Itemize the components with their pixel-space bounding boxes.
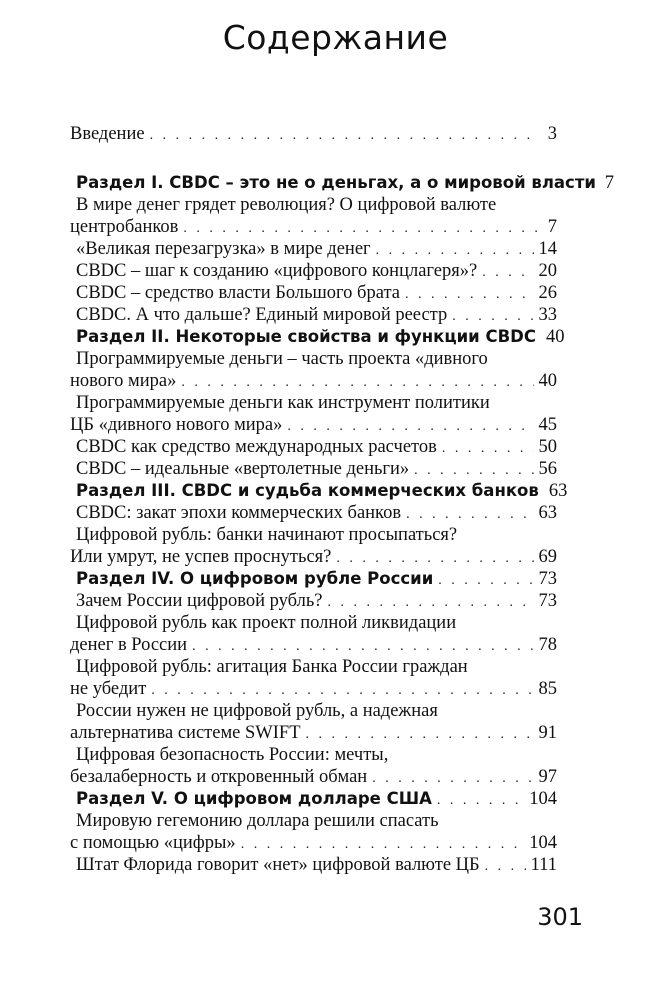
toc-page-number: 73 bbox=[538, 569, 557, 589]
toc-entry-title: альтернатива системе SWIFT bbox=[70, 723, 301, 743]
toc-section-title: Раздел II. Некоторые свойства и функции CBDC bbox=[76, 327, 536, 346]
toc-entry-title: Введение bbox=[70, 124, 145, 144]
toc-page-number: 40 bbox=[545, 327, 565, 347]
toc-page-number: 14 bbox=[538, 239, 557, 259]
toc-page-number: 50 bbox=[538, 437, 557, 457]
dot-leader bbox=[438, 573, 533, 589]
dot-leader bbox=[287, 419, 533, 435]
toc-entry-intro[interactable] bbox=[70, 124, 557, 148]
toc-page-number: 104 bbox=[529, 789, 557, 809]
toc-entry-title: Или умрут, не успев проснуться? bbox=[70, 547, 332, 567]
toc-entry-title: «Великая перезагрузка» в мире денег bbox=[76, 239, 371, 259]
toc-entry-first-line: Программируемые деньги – часть проекта «дивного bbox=[76, 349, 488, 369]
toc-page-number: 63 bbox=[548, 481, 568, 501]
toc-section-3[interactable] bbox=[76, 481, 568, 505]
toc-entry[interactable] bbox=[76, 437, 557, 461]
dot-leader bbox=[482, 265, 533, 281]
toc-entry-title: нового мира» bbox=[70, 371, 177, 391]
page-title: Содержание bbox=[222, 18, 449, 57]
toc-entry[interactable] bbox=[76, 855, 557, 879]
dot-leader bbox=[414, 463, 533, 479]
toc-entry-title: ЦБ «дивного нового мира» bbox=[70, 415, 283, 435]
toc-entry-title: CBDC – шаг к созданию «цифрового концлагеря»? bbox=[76, 261, 478, 281]
dot-leader bbox=[336, 551, 533, 567]
toc-page-number: 78 bbox=[538, 635, 557, 655]
toc-entry-title: CBDC. А что дальше? Единый мировой реестр bbox=[76, 305, 448, 325]
toc-page-number: 73 bbox=[538, 591, 557, 611]
toc-entry[interactable] bbox=[76, 503, 557, 527]
dot-leader bbox=[452, 309, 533, 325]
toc-entry-first-line: В мире денег грядет революция? О цифровой валюте bbox=[76, 195, 497, 215]
toc-section-2[interactable] bbox=[76, 327, 565, 351]
toc-entry-first-line: Цифровой рубль: банки начинают просыпаться? bbox=[76, 525, 458, 545]
toc-page-number: 26 bbox=[538, 283, 557, 303]
toc-section-title: Раздел I. CBDC – это не о деньгах, а о мировой власти bbox=[76, 173, 596, 192]
toc-page-number: 63 bbox=[538, 503, 557, 523]
toc-section-title: Раздел IV. О цифровом рубле России bbox=[76, 569, 434, 588]
toc-entry[interactable] bbox=[70, 415, 557, 439]
toc-entry-title: денег в России bbox=[70, 635, 188, 655]
dot-leader bbox=[328, 595, 534, 611]
dot-leader bbox=[181, 375, 533, 391]
dot-leader bbox=[442, 441, 534, 457]
toc-entry-first-line: Цифровой рубль: агитация Банка России граждан bbox=[76, 657, 468, 677]
toc-section-title: Раздел III. CBDC и судьба коммерческих банков bbox=[76, 481, 539, 500]
toc-page-number: 69 bbox=[538, 547, 557, 567]
toc-entry-first-line: России нужен не цифровой рубль, а надежная bbox=[76, 701, 438, 721]
toc-entry-title: CBDC как средство международных расчетов bbox=[76, 437, 437, 457]
toc-entry-first-line: Цифровой рубль как проект полной ликвидации bbox=[76, 613, 457, 633]
toc-page-number: 56 bbox=[538, 459, 557, 479]
toc-page-number: 7 bbox=[604, 173, 614, 193]
toc-entry[interactable] bbox=[70, 723, 557, 747]
toc-page-number: 7 bbox=[547, 217, 557, 237]
toc-entry[interactable] bbox=[70, 635, 557, 659]
dot-leader bbox=[376, 243, 534, 259]
toc-entry[interactable] bbox=[70, 547, 557, 571]
toc-page-number: 40 bbox=[538, 371, 557, 391]
dot-leader bbox=[437, 793, 524, 809]
toc-page-number: 111 bbox=[530, 855, 557, 875]
toc-page-number: 45 bbox=[538, 415, 557, 435]
toc-entry[interactable] bbox=[70, 767, 557, 791]
toc-entry-title: центробанков bbox=[70, 217, 179, 237]
toc-entry[interactable] bbox=[76, 591, 557, 615]
toc-entry-title: Зачем России цифровой рубль? bbox=[76, 591, 323, 611]
toc-section-5[interactable] bbox=[76, 789, 557, 813]
toc-page-number: 97 bbox=[538, 767, 557, 787]
toc-section-title: Раздел V. О цифровом долларе США bbox=[76, 789, 432, 808]
toc-page-number: 33 bbox=[538, 305, 557, 325]
toc-entry-title: CBDC – средство власти Большого брата bbox=[76, 283, 400, 303]
toc-entry-first-line: Программируемые деньги как инструмент политики bbox=[76, 393, 490, 413]
toc-page-number: 3 bbox=[547, 124, 557, 144]
toc-entry[interactable] bbox=[70, 371, 557, 395]
toc-entry-first-line: Цифровая безопасность России: мечты, bbox=[76, 745, 389, 765]
page-number-footer: 301 bbox=[537, 903, 583, 931]
toc-entry-title: не убедит bbox=[70, 679, 147, 699]
toc-entry[interactable] bbox=[76, 261, 557, 285]
toc-entry-first-line: Мировую гегемонию доллара решили спасать bbox=[76, 811, 439, 831]
toc-entry-title: CBDC: закат эпохи коммерческих банков bbox=[76, 503, 402, 523]
dot-leader bbox=[183, 221, 538, 237]
toc-section-1[interactable] bbox=[76, 173, 614, 197]
toc-entry-title: Штат Флорида говорит «нет» цифровой валюте ЦБ bbox=[76, 855, 480, 875]
toc-section-4[interactable] bbox=[76, 569, 557, 593]
toc-page-number: 85 bbox=[538, 679, 557, 699]
toc-page-number: 91 bbox=[538, 723, 557, 743]
toc-entry[interactable] bbox=[70, 679, 557, 703]
toc-entry[interactable] bbox=[76, 239, 557, 263]
toc-entry[interactable] bbox=[70, 217, 557, 241]
dot-leader bbox=[372, 771, 533, 787]
toc-entry[interactable] bbox=[70, 833, 557, 857]
toc-page-number: 104 bbox=[529, 833, 557, 853]
toc-entry-title: безалаберность и откровенный обман bbox=[70, 767, 368, 787]
toc-page-number: 20 bbox=[538, 261, 557, 281]
dot-leader bbox=[406, 507, 533, 523]
toc-entry-title: CBDC – идеальные «вертолетные деньги» bbox=[76, 459, 410, 479]
dot-leader bbox=[151, 683, 533, 699]
dot-leader bbox=[405, 287, 534, 303]
toc-entry-title: с помощью «цифры» bbox=[70, 833, 236, 853]
dot-leader bbox=[485, 859, 526, 875]
dot-leader bbox=[306, 727, 534, 743]
toc-entry[interactable] bbox=[76, 283, 557, 307]
dot-leader bbox=[150, 128, 538, 144]
dot-leader bbox=[241, 837, 525, 853]
dot-leader bbox=[192, 639, 533, 655]
toc-entry[interactable] bbox=[76, 305, 557, 329]
toc-entry[interactable] bbox=[76, 459, 557, 483]
